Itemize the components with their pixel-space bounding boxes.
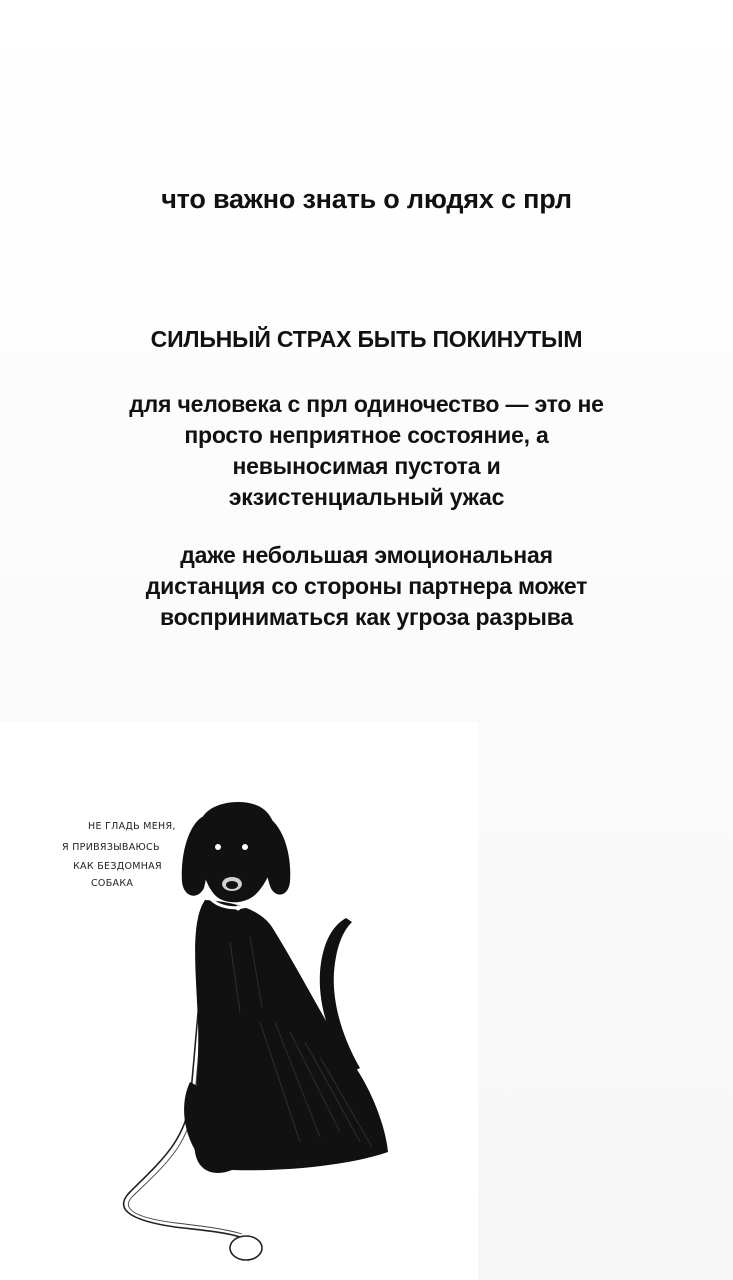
dog-illustration xyxy=(0,722,478,1280)
paragraph-loneliness xyxy=(0,389,733,513)
dog-drawing-svg xyxy=(0,722,478,1280)
leash-loop xyxy=(230,1236,262,1260)
dog-ear-right xyxy=(262,816,290,895)
speech-line-4: СОБАКА xyxy=(91,878,134,889)
paragraph-line: экзистенциальный ужас xyxy=(228,484,505,510)
paragraph-line: даже небольшая эмоциональная xyxy=(180,542,553,568)
story-title: что важно знать о людях с прл xyxy=(161,184,572,214)
paragraph-distance xyxy=(0,540,733,633)
paragraph-line: просто неприятное состояние, а xyxy=(184,422,549,448)
dog-nostrils xyxy=(226,881,238,889)
speech-line-3: КАК БЕЗДОМНАЯ xyxy=(73,861,162,872)
speech-line-1: НЕ ГЛАДЬ МЕНЯ, xyxy=(88,821,176,832)
paragraph-line: для человека с прл одиночество — это не xyxy=(129,391,604,417)
paragraph-line: дистанция со стороны партнера может xyxy=(145,573,588,599)
dog-eye-right xyxy=(242,844,248,850)
dog-ear-left xyxy=(182,816,212,896)
dog-eye-left xyxy=(215,844,221,850)
speech-line-2: Я ПРИВЯЗЫВАЮСЬ xyxy=(62,842,160,853)
section-heading: СИЛЬНЫЙ СТРАХ БЫТЬ ПОКИНУТЫМ xyxy=(150,326,583,352)
paragraph-line: невыносимая пустота и xyxy=(232,453,501,479)
collar-ring xyxy=(236,906,241,911)
paragraph-line: восприниматься как угроза разрыва xyxy=(160,604,573,630)
speech-text xyxy=(62,821,176,889)
